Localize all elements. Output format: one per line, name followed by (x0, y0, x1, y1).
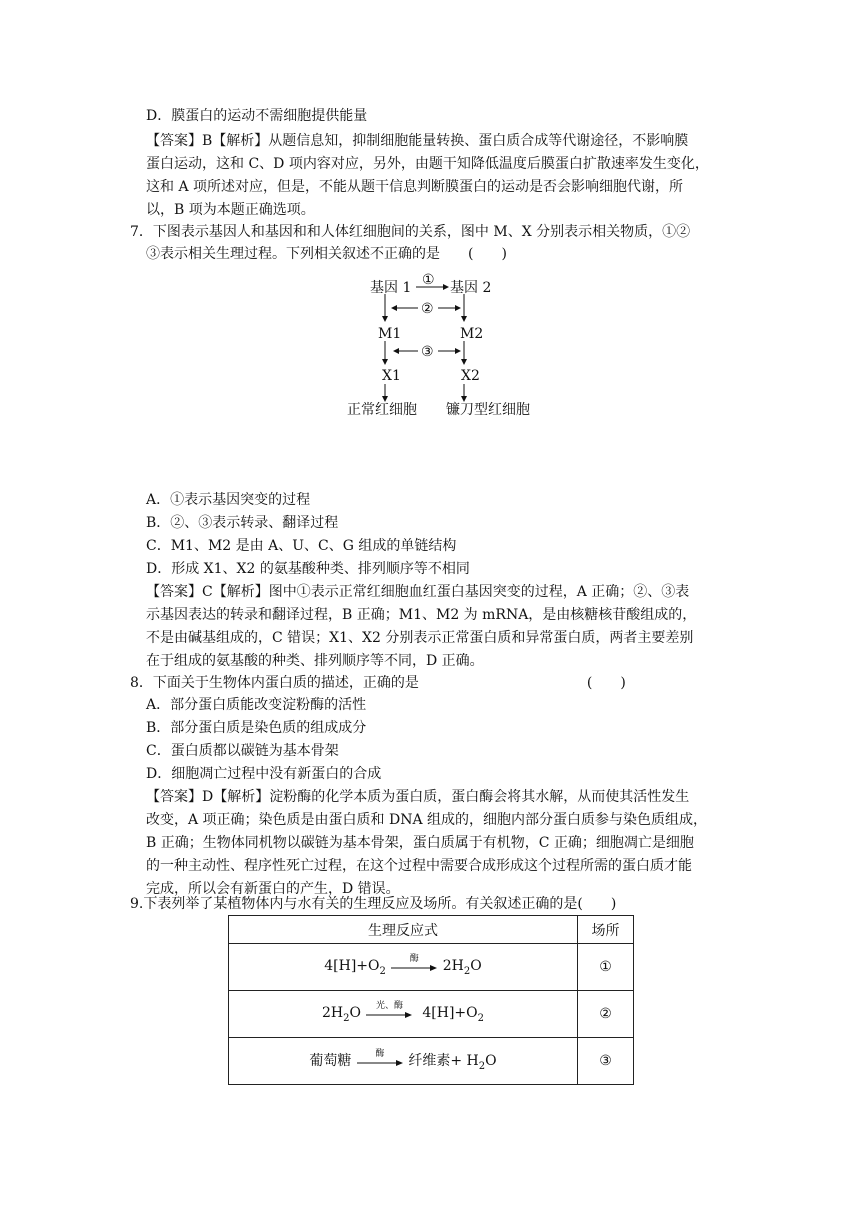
question-8: 8．下面关于生物体内蛋白质的描述，正确的是 ( ) (130, 675, 626, 691)
reaction-cell (229, 944, 578, 991)
answer-q8-line1: 【答案】D【解析】淀粉酶的化学本质为蛋白质，蛋白酶会将其水解，从而使其活性发生 (146, 789, 690, 805)
question-7-line1: 7．下图表示基因人和基因和和人体红细胞间的关系，图中 M、X 分别表示相关物质，①② (130, 224, 691, 240)
reaction-arrow (365, 1000, 413, 1020)
option-d-q7: D．形成 X1、X2 的氨基酸种类、排列顺序等不相同 (146, 561, 470, 577)
subscript: 2 (478, 1060, 486, 1072)
answer-q8-line4: 的一种主动性、程序性死亡过程，在这个过程中需要合成形成这个过程所需的蛋白质才能 (146, 858, 692, 874)
gene-1-label: 基因 1 (370, 280, 412, 296)
answer-q7-line1: 【答案】C【解析】图中①表示正常红细胞血红蛋白基因突变的过程，A 正确；②、③表 (146, 584, 690, 600)
option-c-q7: C．M1、M2 是由 A、U、C、G 组成的单链结构 (146, 538, 457, 554)
reaction-arrow (356, 1049, 404, 1068)
sickle-cell-label: 镰刀型红细胞 (446, 402, 530, 418)
table-row (229, 1038, 634, 1085)
m1-label: M1 (378, 326, 402, 342)
reaction-table (228, 915, 634, 1085)
gene-diagram (330, 268, 570, 428)
reactant: 4[H]+O (324, 957, 380, 974)
option-c-q8: C．蛋白质都以碳链为基本骨架 (146, 743, 339, 759)
option-b-q7: B．②、③表示转录、翻译过程 (146, 515, 339, 531)
reaction-cell (229, 991, 578, 1038)
option-a-q8: A．部分蛋白质能改变淀粉酶的活性 (146, 697, 367, 713)
answer-q6-line2: 蛋白运动，这和 C、D 项内容对应，另外，由题干知降低温度后膜蛋白扩散速率发生变化， (146, 156, 709, 172)
product: 纤维素+ H (408, 1053, 479, 1070)
reaction-cell (229, 1038, 578, 1085)
reactant: 葡萄糖 (309, 1053, 352, 1070)
answer-q6-line1: 【答案】B【解析】从题信息知，抑制细胞能量转换、蛋白质合成等代谢途径，不影响膜 (146, 133, 689, 149)
header-site: 场所 (578, 916, 634, 944)
x2-label: X2 (461, 368, 480, 384)
arrow-condition: 酶 (375, 1049, 385, 1060)
option-d-q6: D．膜蛋白的运动不需细胞提供能量 (146, 108, 368, 124)
x1-label: X1 (382, 368, 401, 384)
arrow-condition: 光、酶 (375, 1000, 403, 1011)
table-header-row (229, 916, 634, 944)
answer-q7-line4: 在于组成的氨基酸的种类、排列顺序等不同，D 正确。 (146, 653, 484, 669)
option-a-q7: A．①表示基因突变的过程 (146, 492, 311, 508)
product-tail: O (485, 1053, 497, 1070)
answer-q6-line3: 这和 A 项所述对应，但是，不能从题干信息判断膜蛋白的运动是否会影响细胞代谢，所 (146, 179, 684, 195)
answer-q7-line2: 示基因表达的转录和翻译过程，B 正确；M1、M2 为 mRNA，是由核糖核苷酸组成的， (146, 607, 697, 623)
table-row (229, 944, 634, 991)
product: 2H (442, 957, 464, 974)
option-b-q8: B．部分蛋白质是染色质的组成成分 (146, 720, 367, 736)
answer-q8-line5: 完成，所以会有新蛋白的产生，D 错误。 (146, 881, 400, 897)
answer-q8-line3: B 正确；生物体同机物以碳链为基本骨架，蛋白质属于有机物，C 正确；细胞凋亡是细胞 (146, 835, 694, 851)
question-9: 9.下表列举了某植物体内与水有关的生理反应及场所。有关叙述正确的是( ) (130, 896, 617, 912)
reactant: 2H (322, 1004, 344, 1021)
reactant-tail: O (349, 1004, 361, 1021)
answer-q8-line2: 改变，A 项正确；染色质是由蛋白质和 DNA 组成的，细胞内部分蛋白质参与染色质组成， (146, 812, 708, 828)
product-tail: O (470, 957, 482, 974)
process-1-label: ① (422, 272, 435, 288)
normal-rbc-label: 正常红细胞 (347, 402, 417, 418)
answer-q7-line3: 不是由碱基组成的，C 错误；X1、X2 分别表示正常蛋白质和异常蛋白质，两者主要差别 (146, 630, 694, 646)
answer-q6-line4: 以，B 项为本题正确选项。 (146, 202, 315, 218)
m2-label: M2 (460, 326, 484, 342)
option-d-q8: D．细胞凋亡过程中没有新蛋白的合成 (146, 766, 382, 782)
site-cell: ③ (578, 1038, 634, 1085)
subscript: 2 (343, 1012, 350, 1024)
question-7-line2: ③表示相关生理过程。下列相关叙述不正确的是 ( ) (146, 246, 507, 262)
table-row (229, 991, 634, 1038)
reaction-arrow (390, 953, 438, 973)
gene-2-label: 基因 2 (450, 280, 492, 296)
process-2-label: ② (421, 301, 434, 317)
site-cell: ② (578, 991, 634, 1038)
subscript: 2 (477, 1012, 484, 1024)
site-cell: ① (578, 944, 634, 991)
process-3-label: ③ (421, 344, 434, 360)
subscript: 2 (379, 965, 386, 977)
product: 4[H]+O (422, 1004, 478, 1021)
header-reaction: 生理反应式 (229, 916, 578, 944)
subscript: 2 (463, 965, 471, 977)
arrow-condition: 酶 (409, 953, 419, 964)
